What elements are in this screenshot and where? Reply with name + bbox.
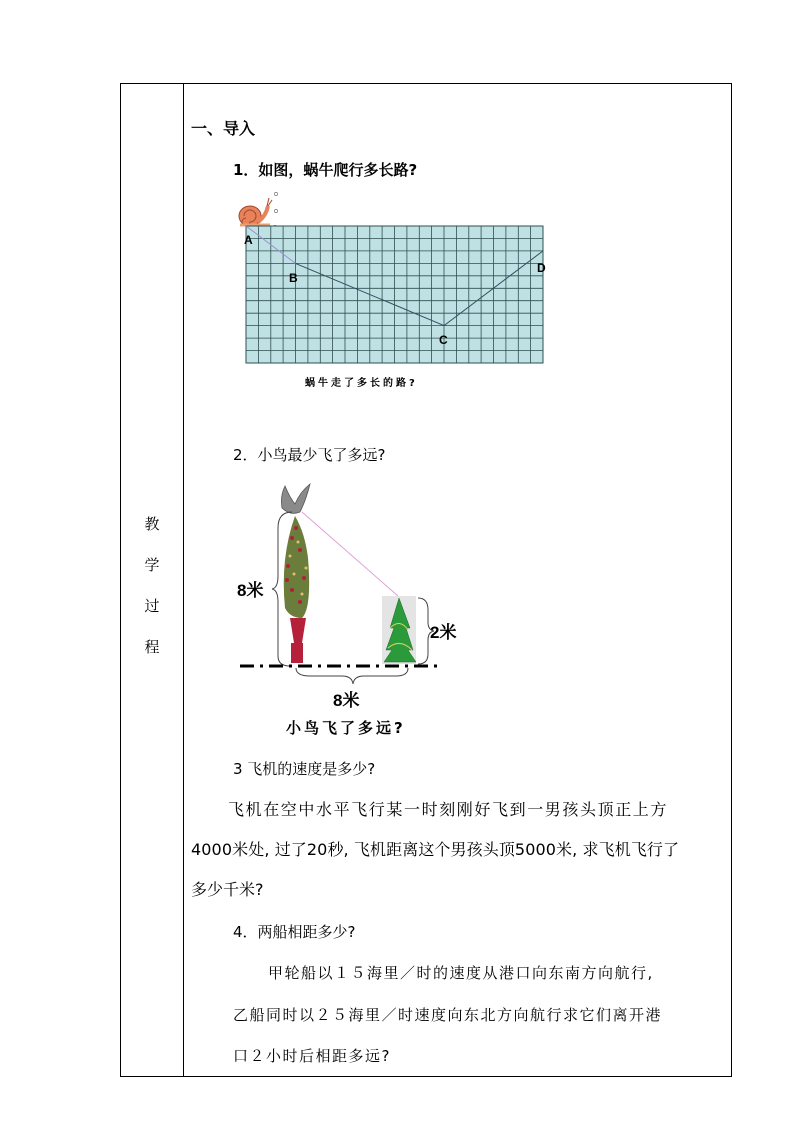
side-label-char: 过 <box>144 597 160 615</box>
question-1-caption: 蜗牛走了多长的路? <box>305 378 418 389</box>
question-4-line-2: 乙船同时以２５海里／时速度向东北方向航行求它们离开港 <box>233 1006 663 1024</box>
side-label-teaching-process <box>121 504 183 668</box>
bird-tree-figure <box>230 478 460 698</box>
snail-grid-figure <box>230 190 560 390</box>
tall-tree-icon <box>284 516 309 663</box>
side-label-char: 程 <box>144 638 160 656</box>
right-height-label: 2米 <box>430 623 457 642</box>
question-3-line-2: 4000米处, 过了20秒, 飞机距离这个男孩头顶5000米, 求飞机飞行了 <box>191 840 680 859</box>
column-divider <box>183 84 184 1076</box>
side-label-char: 学 <box>144 556 160 574</box>
distance-brace <box>296 668 408 684</box>
small-tree-icon <box>382 596 416 664</box>
point-label-c: C <box>439 333 448 347</box>
flight-path-line <box>302 512 398 596</box>
question-3-line-1: 飞机在空中水平飞行某一时刻刚好飞到一男孩头顶正上方 <box>228 800 669 819</box>
question-4-line-3: 口２小时后相距多远? <box>233 1047 391 1065</box>
question-2-caption: 小鸟飞了多远? <box>286 719 406 737</box>
question-3-title: 3 飞机的速度是多少? <box>233 760 376 778</box>
side-label-char: 教 <box>144 515 160 533</box>
grid <box>246 226 543 363</box>
question-2-title: 2．小鸟最少飞了多远? <box>233 446 386 464</box>
bird-icon <box>281 484 310 513</box>
question-3-line-3: 多少千米? <box>191 880 264 899</box>
distance-label: 8米 <box>333 691 360 710</box>
snail-icon <box>239 192 278 228</box>
section-title: 一、导入 <box>191 119 256 138</box>
question-1-title: 1．如图，蜗牛爬行多长路? <box>233 161 418 179</box>
point-label-a: A <box>244 233 253 247</box>
question-4-title: 4．两船相距多少? <box>233 923 356 941</box>
point-label-d: D <box>537 261 546 275</box>
point-label-b: B <box>289 271 298 285</box>
question-4-line-1: 甲轮船以１５海里／时的速度从港口向东南方向航行, <box>268 964 654 982</box>
left-height-label: 8米 <box>237 581 264 600</box>
